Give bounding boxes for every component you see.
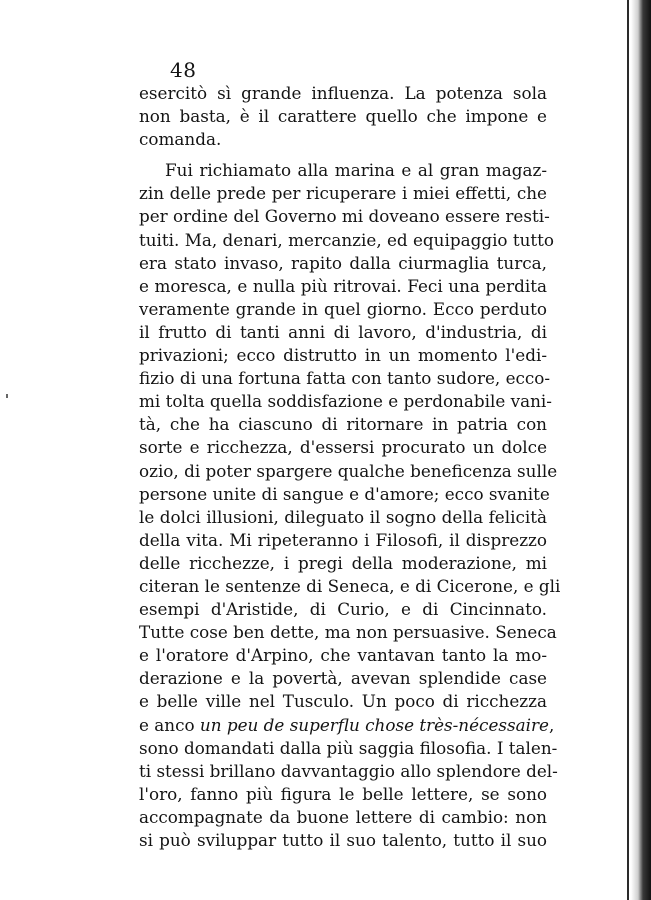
text-line: ozio, di poter spargere qualche beneficenza sulle [139,460,558,481]
text-line: tuiti. Ma, denari, mercanzie, ed equipaggio tutto [139,229,555,250]
text-line: e moresca, e nulla più ritrovai. Feci una perdita [139,275,547,296]
french-phrase: un peu de superflu chose très-nécessaire [199,714,549,735]
text-line: fizio di una fortuna fatta con tanto sudore, ecco- [139,368,551,389]
text-line: e l'oratore d'Arpino, che vantavan tanto la mo- [139,645,547,666]
text-line: Fui richiamato alla marina e al gran magaz- [165,160,547,181]
body-text [139,82,561,852]
text-line: non basta, è il carattere quello che impone e [139,106,547,127]
paragraph-gap [139,151,547,159]
text-line: accompagnate da buone lettere di cambio: non [139,806,547,827]
text-line: persone unite di sangue e d'amore; ecco svanite [139,483,550,504]
text-line-italic [139,714,555,737]
scan-speck [6,394,8,398]
text-line: sono domandati dalla più saggia filosofia. I talen- [139,737,558,758]
text-line: comanda. [139,129,222,150]
text-line: veramente grande in quel giorno. Ecco perduto [139,298,547,319]
text-line: citeran le sentenze di Seneca, e di Cicerone, e gli [139,575,561,596]
text-line: ti stessi brillano davvantaggio allo splendore del- [139,760,558,781]
text-line: Tutte cose ben dette, ma non persuasive. Seneca [139,622,557,643]
page-binding-edge [631,0,651,900]
text-line: derazione e la povertà, avevan splendide case [139,668,547,689]
text-line: della vita. Mi ripeteranno i Filosofi, il disprezzo [139,529,547,550]
page-edge-line [627,0,629,900]
text-line: era stato invaso, rapito dalla ciurmaglia turca, [139,252,547,273]
text-line: sorte e ricchezza, d'essersi procurato un dolce [139,437,547,458]
italic-line-before: e anco [139,714,200,735]
text-line: zin delle prede per ricuperare i miei effetti, che [139,183,547,204]
text-line: le dolci illusioni, dileguato il sogno della felicità [139,506,547,527]
text-line: si può sviluppar tutto il suo talento, tutto il suo [139,830,547,850]
text-line: tà, che ha ciascuno di ritornare in patria con [139,414,547,435]
italic-line-after: , [548,714,555,735]
text-line: esempi d'Aristide, di Curio, e di Cincinnato. [139,599,547,620]
page-number: 48 [170,58,197,82]
text-line: privazioni; ecco distrutto in un momento l'edi- [139,345,547,366]
text-line: il frutto di tanti anni di lavoro, d'industria, di [139,321,547,342]
text-line: mi tolta quella soddisfazione e perdonabile vani- [139,391,552,412]
text-line: per ordine del Governo mi doveano essere resti- [139,206,550,227]
text-line: e belle ville nel Tusculo. Un poco di ricchezza [139,691,547,712]
text-line: esercitò sì grande influenza. La potenza sola [139,83,547,103]
text-line: l'oro, fanno più figura le belle lettere, se sono [139,783,547,804]
text-line: delle ricchezze, i pregi della moderazione, mi [139,552,547,573]
